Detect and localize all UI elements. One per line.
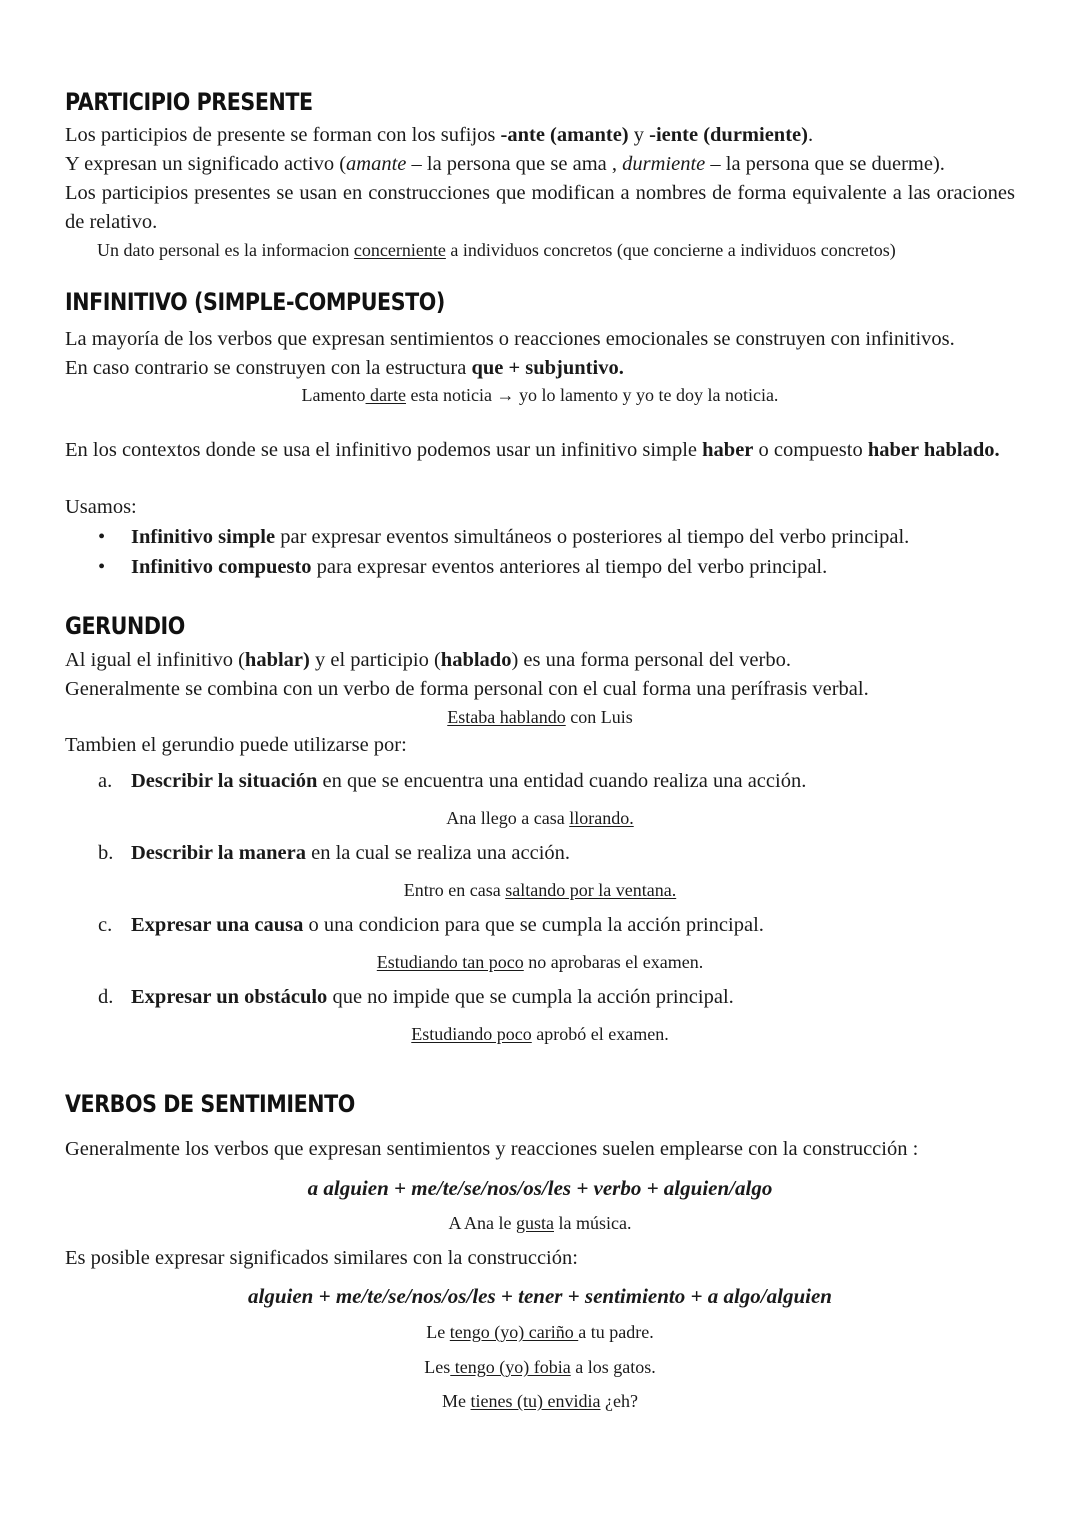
- gerundio-example: Estaba hablando con Luis: [447, 707, 633, 727]
- infinitivo-paragraph-3: En los contextos donde se usa el infinitivo podemos usar un infinitivo simple haber o compuesto haber hablado.: [65, 439, 1000, 461]
- section-heading-gerundio: GERUNDIO: [65, 612, 185, 640]
- bullet-icon: •: [98, 556, 106, 578]
- sentimiento-example: Le tengo (yo) cariño a tu padre.: [426, 1322, 654, 1342]
- gerundio-paragraph-1: Al igual el infinitivo (hablar) y el participio (hablado) es una forma personal del verbo.: [65, 649, 791, 671]
- bullet-icon: •: [98, 526, 106, 548]
- gerundio-example-b: Entro en casa saltando por la ventana.: [403, 880, 677, 900]
- participio-example: Un dato personal es la informacion concerniente a individuos concretos (que concierne a individuos concretos): [97, 240, 896, 260]
- sentimiento-paragraph-2: Es posible expresar significados similares con la construcción:: [65, 1247, 578, 1269]
- sentimiento-example: Me tienes (tu) envidia ¿eh?: [442, 1391, 638, 1411]
- section-heading-infinitivo: INFINITIVO (SIMPLE-COMPUESTO): [65, 288, 445, 316]
- infinitivo-paragraph-1: La mayoría de los verbos que expresan sentimientos o reacciones emocionales se construyen con infinitivos.: [65, 328, 955, 350]
- gerundio-example-d: Estudiando poco aprobó el examen.: [411, 1024, 669, 1044]
- gerundio-paragraph-3: Tambien el gerundio puede utilizarse por:: [65, 734, 407, 756]
- participio-paragraph-1: Los participios de presente se forman con los sufijos -ante (amante) y -iente (durmiente).: [65, 124, 814, 146]
- infinitivo-example: Lamento darte esta noticia → yo lo lamento y yo te doy la noticia.: [301, 385, 779, 405]
- infinitivo-paragraph-2: En caso contrario se construyen con la estructura que + subjuntivo.: [65, 357, 624, 379]
- gerundio-example-a: Ana llego a casa llorando.: [446, 808, 634, 828]
- participio-paragraph-3: Los participios presentes se usan en construcciones que modifican a nombres de forma equivalente a las oraciones de relativo.: [65, 182, 1015, 233]
- formula-1: a alguien + me/te/se/nos/os/les + verbo + alguien/algo: [307, 1176, 773, 1200]
- arrow-right-icon: →: [496, 385, 515, 405]
- formula-2: alguien + me/te/se/nos/os/les + tener + sentimiento + a algo/alguien: [248, 1284, 832, 1308]
- gerundio-paragraph-2: Generalmente se combina con un verbo de forma personal con el cual forma una perífrasis verbal.: [65, 678, 869, 700]
- sentimiento-paragraph-1: Generalmente los verbos que expresan sentimientos y reacciones suelen emplearse con la construcción :: [65, 1138, 919, 1160]
- sentimiento-example: Les tengo (yo) fobia a los gatos.: [424, 1357, 656, 1377]
- participio-paragraph-2: Y expresan un significado activo (amante – la persona que se ama , durmiente – la persona que se duerme).: [65, 153, 945, 175]
- section-heading-participio: PARTICIPIO PRESENTE: [65, 88, 313, 116]
- section-heading-sentimiento: VERBOS DE SENTIMIENTO: [65, 1090, 355, 1118]
- infinitivo-paragraph-4: Usamos:: [65, 496, 137, 518]
- gerundio-example-c: Estudiando tan poco no aprobaras el examen.: [376, 952, 704, 972]
- sentimiento-example-1: A Ana le gusta la música.: [448, 1213, 632, 1233]
